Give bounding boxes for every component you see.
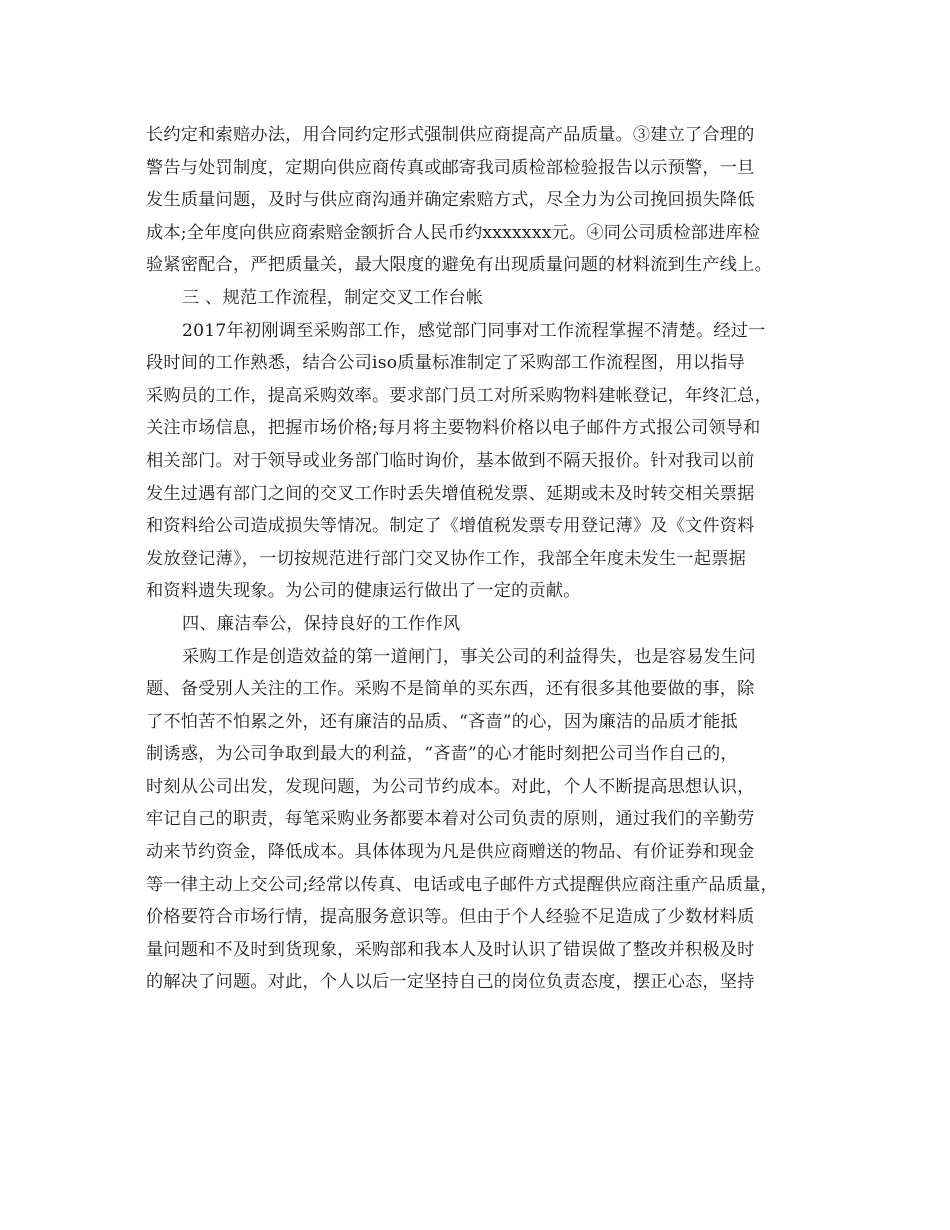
paragraph-first-line: 四、廉洁奉公，保持良好的工作作风 (182, 613, 461, 634)
text-line: 和资料给公司造成损失等情况。制定了《增值税发票专用登记薄》及《文件资料 (146, 516, 755, 537)
text-line: 题、备受别人关注的工作。采购不是简单的买东西，还有很多其他要做的事，除 (146, 679, 755, 700)
paragraph-first-line: 采购工作是创造效益的第一道闸门，事关公司的利益得失，也是容易发生问 (182, 646, 756, 667)
paragraph-first-line: 2017年初刚调至采购部工作，感觉部门同事对工作流程掌握不清楚。经过一 (182, 320, 766, 341)
text-line: 了不怕苦不怕累之外，还有廉洁的品质、“吝啬”的心，因为廉洁的品质才能抵 (146, 711, 738, 732)
text-line: 制诱惑，为公司争取到最大的利益，“吝啬”的心才能时刻把公司当作自己的， (146, 744, 738, 765)
text-line: 牢记自己的职责，每笔采购业务都要本着对公司负责的原则，通过我们的辛勤劳 (146, 809, 755, 830)
text-line: 关注市场信息，把握市场价格;每月将主要物料价格以电子邮件方式报公司领导和 (146, 418, 761, 439)
text-line: 成本;全年度向供应商索赔金额折合人民币约xxxxxxx元。④同公司质检部进库检 (146, 222, 761, 243)
text-line: 长约定和索赔办法，用合同约定形式强制供应商提高产品质量。③建立了合理的 (146, 125, 755, 145)
paragraph-first-line: 三 、规范工作流程，制定交叉工作台帐 (182, 287, 484, 308)
text-line: 警告与处罚制度，定期向供应商传真或邮寄我司质检部检验报告以示预警，一旦 (146, 157, 755, 178)
text-line: 验紧密配合，严把质量关，最大限度的避免有出现质量问题的材料流到生产线上。 (146, 255, 772, 276)
text-line: 采购员的工作，提高采购效率。要求部门员工对所采购物料建帐登记，年终汇总， (146, 385, 772, 406)
text-line: 发放登记薄》，一切按规范进行部门交叉协作工作，我部全年度未发生一起票据 (146, 548, 746, 569)
document-body (146, 119, 826, 999)
text-line: 量问题和不及时到货现象，采购部和我本人及时认识了错误做了整改并积极及时 (146, 939, 755, 960)
text-line: 段时间的工作熟悉，结合公司iso质量标准制定了采购部工作流程图，用以指导 (146, 353, 746, 374)
text-line: 时刻从公司出发，发现问题，为公司节约成本。对此，个人不断提高思想认识， (146, 776, 755, 797)
text-line: 相关部门。对于领导或业务部门临时询价，基本做到不隔天报价。针对我司以前 (146, 450, 755, 471)
text-line: 价格要符合市场行情，提高服务意识等。但由于个人经验不足造成了少数材料质 (146, 907, 755, 928)
text-line: 发生过遇有部门之间的交叉工作时丢失增值税发票、延期或未及时转交相关票据 (146, 483, 755, 504)
text-line: 发生质量问题，及时与供应商沟通并确定索赔方式，尽全力为公司挽回损失降低 (146, 190, 755, 211)
text-line: 等一律主动上交公司;经常以传真、电话或电子邮件方式提醒供应商注重产品质量， (146, 874, 778, 895)
text-line: 动来节约资金，降低成本。具体体现为凡是供应商赠送的物品、有价证券和现金 (146, 842, 755, 863)
text-line: 和资料遗失现象。为公司的健康运行做出了一定的贡献。 (146, 581, 581, 602)
text-line: 的解决了问题。对此，个人以后一定坚持自己的岗位负责态度，摆正心态，坚持 (146, 972, 755, 993)
